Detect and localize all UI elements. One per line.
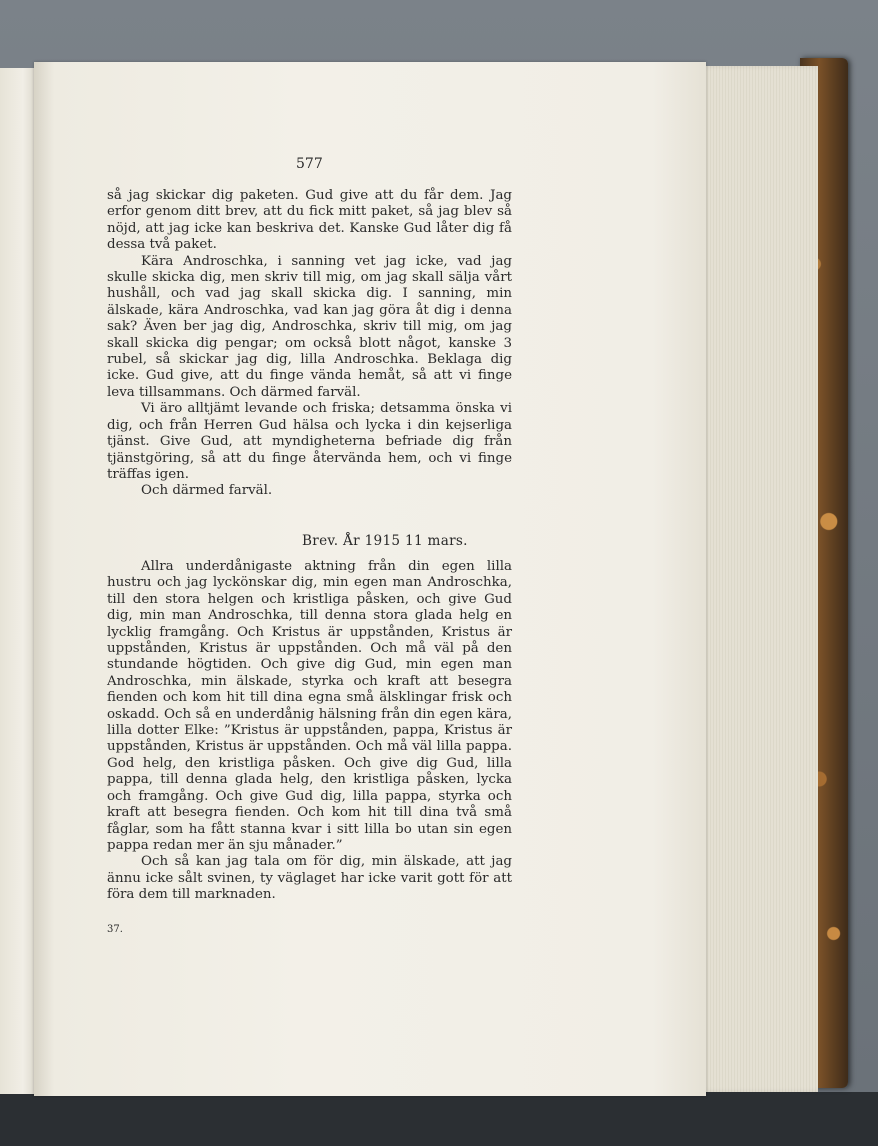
left-page-edge	[0, 68, 38, 1094]
paragraph: Och så kan jag tala om för dig, min älskade, att jag ännu icke sålt svinen, ty väglaget har icke varit gott för att föra dem till marknaden.	[107, 854, 512, 903]
signature-mark: 37.	[107, 924, 123, 935]
paragraph: Kära Androschka, i sanning vet jag icke, vad jag skulle skicka dig, men skriv till mig, om jag skall sälja vårt hushåll, och vad jag skall skicka dig. I sanning, min älskade, kära Androschka, vad kan jag göra åt dig i denna sak? Även ber jag dig, Androschka, skriv till mig, om jag skall skicka dig pengar; om också blott något, kanske 3 rubel, så skickar jag dig, lilla Androschka. Beklaga dig icke. Gud give, att du finge vända hemåt, så att vi finge leva tillsammans. Och därmed farväl.	[107, 253, 512, 400]
paragraph: Och därmed farväl.	[141, 483, 273, 499]
body-text-block-2	[107, 559, 512, 904]
paragraph: Vi äro alltjämt levande och friska; detsamma önska vi dig, och från Herren Gud hälsa och lycka i din kejserliga tjänst. Give Gud, att myndigheterna befriade dig från tjänstgöring, så att du finge återvända hem, och vi finge träffas igen.	[107, 401, 512, 482]
body-text-block-1	[107, 188, 512, 500]
table-surface	[0, 1092, 878, 1146]
page-number: 577	[296, 156, 323, 172]
paragraph: så jag skickar dig paketen. Gud give att du får dem. Jag erfor genom ditt brev, att du fick mitt paket, så jag blev så nöjd, att jag icke kan beskriva det. Kanske Gud låter dig få dessa två paket.	[107, 188, 512, 253]
page-edges-stack	[700, 66, 818, 1092]
section-heading: Brev. År 1915 11 mars.	[302, 533, 468, 549]
paragraph: Allra underdånigaste aktning från din egen lilla hustru och jag lyckönskar dig, min egen man Androschka, till den stora helgen och kristliga påsken, och give Gud dig, min man Androschka, till denna stora glada helg en lycklig framgång. Och Kristus är uppstånden, Kristus är uppstånden, Kristus är uppstånden. Och må väl på den stundande högtiden. Och give dig Gud, min egen man Androschka, min älskade, styrka och kraft att besegra fienden och kom hit till dina egna små älsklingar frisk och oskadd. Och så en underdånig hälsning från din egen kära, lilla dotter Elke: ”Kristus är uppstånden, pappa, Kristus är uppstånden, Kristus är uppstånden. Och må väl lilla pappa. God helg, den kristliga påsken. Och give dig Gud, lilla pappa, till denna glada helg, den kristliga påsken, lycka och framgång. Och give Gud dig, lilla pappa, styrka och kraft att besegra fienden. Och kom hit till dina två små fåglar, som ha fått stanna kvar i sitt lilla bo utan sin egen pappa redan mer än sju månader.”	[107, 559, 512, 853]
